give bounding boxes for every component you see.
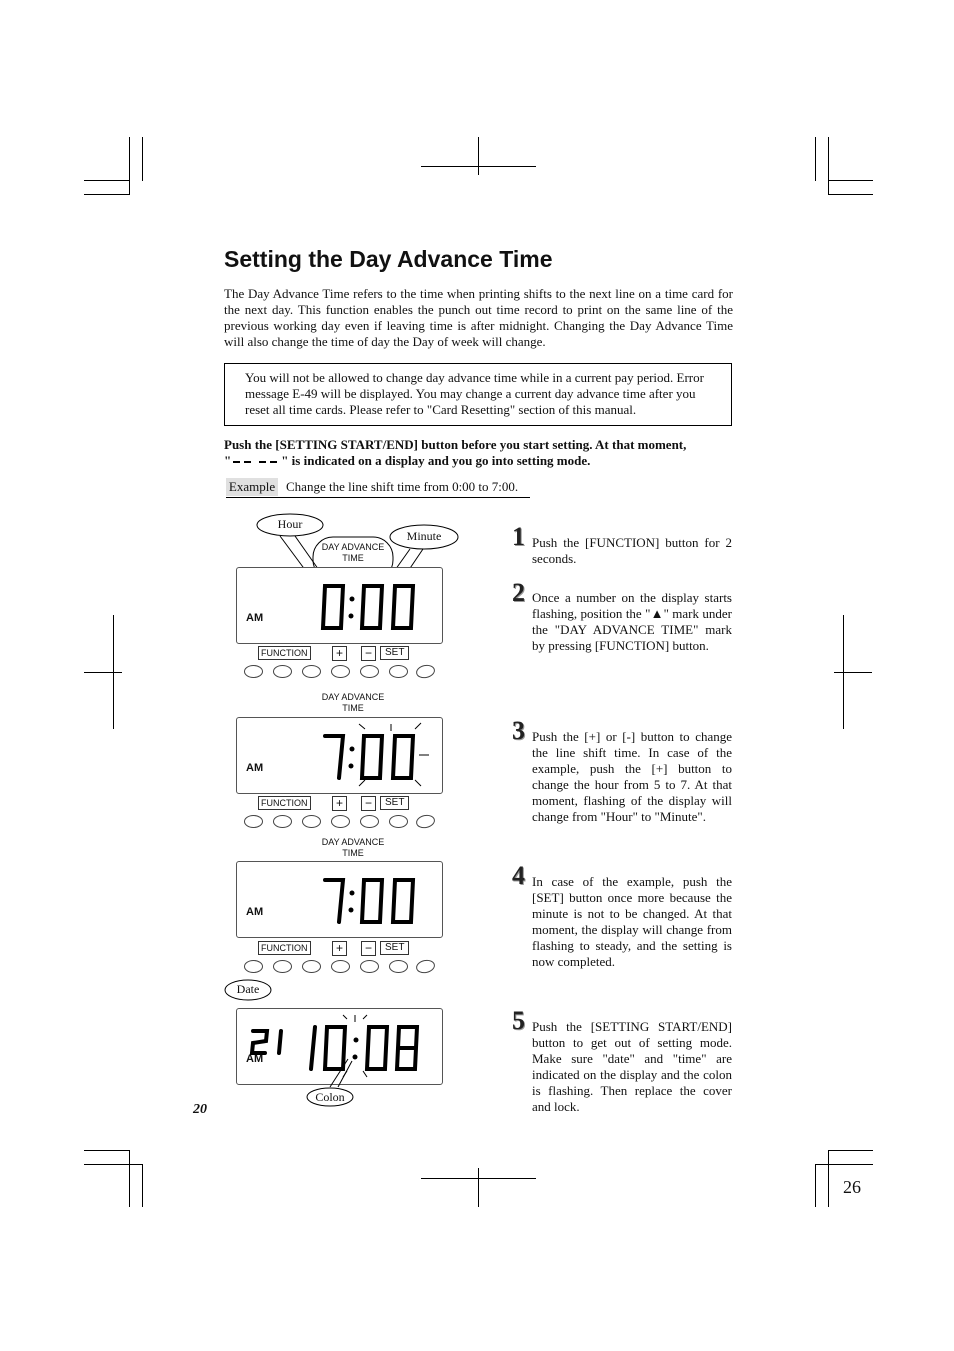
intro-paragraph: The Day Advance Time refers to the time when printing shifts to the next line on a time card for the next day. This function enables the punch out time record to print on the same line of the previous working day even if leaving time is after midnight. Changing the Day Advance Time will also change the time of day the Day of week will change. bbox=[224, 286, 733, 349]
key-oval[interactable] bbox=[389, 665, 408, 678]
step-text-3: Push the [+] or [-] button to change the line shift time. In case of the example, push the [+] button to change the hour from 5 to 7. At that moment, flashing of the display will change from "Hour" to "Minute". bbox=[532, 729, 732, 824]
key-oval[interactable] bbox=[331, 815, 350, 828]
am-indicator: AM bbox=[246, 612, 264, 624]
step-number-2: 2 bbox=[512, 578, 525, 607]
function-button[interactable]: FUNCTION bbox=[258, 646, 311, 660]
day-advance-label-1 bbox=[313, 542, 393, 564]
lcd-display-2 bbox=[236, 717, 443, 794]
step-number-3: 3 bbox=[512, 716, 525, 745]
page-number-right: 26 bbox=[843, 1177, 861, 1197]
example-text: Change the line shift time from 0:00 to 7:00. bbox=[286, 479, 519, 494]
callout-colon: Colon bbox=[315, 1090, 345, 1104]
day-advance-label-3 bbox=[313, 837, 393, 859]
lcd-digits-7-00-flashing bbox=[319, 722, 439, 788]
day-advance-label-3-line2: TIME bbox=[342, 848, 364, 858]
instruction-line-2 bbox=[224, 453, 590, 469]
key-oval[interactable] bbox=[360, 815, 379, 828]
key-oval[interactable] bbox=[244, 960, 263, 973]
set-button[interactable]: SET bbox=[380, 796, 409, 810]
step-text-5: Push the [SETTING START/END] button to get out of setting mode. Make sure "date" and "time" are indicated on the display and the colon is flashing. Then replace the cover and lock. bbox=[532, 1019, 732, 1114]
note-box bbox=[224, 363, 732, 426]
dash-indicator-icon bbox=[231, 457, 281, 467]
step-number-1: 1 bbox=[512, 522, 525, 551]
callout-date: Date bbox=[236, 982, 260, 996]
function-button[interactable]: FUNCTION bbox=[258, 941, 311, 955]
step-number-4: 4 bbox=[512, 861, 525, 890]
key-oval[interactable] bbox=[273, 665, 292, 678]
key-oval[interactable] bbox=[273, 815, 292, 828]
lcd-digits-0-00 bbox=[319, 582, 429, 632]
am-indicator: AM bbox=[246, 906, 264, 918]
day-advance-label-1-line2: TIME bbox=[342, 553, 364, 563]
key-oval[interactable] bbox=[302, 665, 321, 678]
function-button[interactable]: FUNCTION bbox=[258, 796, 311, 810]
callout-hour: Hour bbox=[277, 517, 303, 531]
quote-open: " bbox=[224, 453, 232, 468]
key-oval[interactable] bbox=[331, 665, 350, 678]
page-title: Setting the Day Advance Time bbox=[224, 246, 553, 272]
key-oval[interactable] bbox=[415, 813, 436, 830]
lcd-digits-7-00 bbox=[319, 876, 429, 926]
key-oval[interactable] bbox=[360, 960, 379, 973]
day-advance-label-3-line1: DAY ADVANCE bbox=[321, 837, 385, 847]
plus-button[interactable]: + bbox=[332, 796, 347, 811]
set-button[interactable]: SET bbox=[380, 941, 409, 955]
key-oval[interactable] bbox=[415, 958, 436, 975]
step-text-2: Once a number on the display starts flashing, position the "▲" mark under the "DAY ADVANCE TIME" mark by pressing [FUNCTION] button. bbox=[532, 590, 732, 653]
button-row-2 bbox=[236, 794, 441, 834]
key-oval[interactable] bbox=[389, 960, 408, 973]
day-advance-label-1-line1: DAY ADVANCE bbox=[321, 542, 385, 552]
minus-button[interactable]: − bbox=[361, 796, 376, 811]
instruction-line-1: Push the [SETTING START/END] button before you start setting. At that moment, bbox=[224, 437, 687, 452]
day-advance-label-2 bbox=[313, 692, 393, 714]
key-oval[interactable] bbox=[302, 815, 321, 828]
set-button[interactable]: SET bbox=[380, 646, 409, 660]
page-number-left: 20 bbox=[193, 1102, 207, 1117]
example-underline bbox=[226, 497, 530, 498]
step-text-1: Push the [FUNCTION] button for 2 seconds. bbox=[532, 535, 732, 566]
plus-button[interactable]: + bbox=[332, 646, 347, 661]
step-text-4: In case of the example, push the [SET] button once more because the minute is not to be changed. At that moment, the display will change from flashing to steady, and the setting is now completed. bbox=[532, 874, 732, 969]
key-oval[interactable] bbox=[360, 665, 379, 678]
key-oval[interactable] bbox=[415, 663, 436, 680]
am-indicator: AM bbox=[246, 1053, 264, 1065]
callout-minute: Minute bbox=[406, 529, 442, 543]
key-oval[interactable] bbox=[331, 960, 350, 973]
note-text: You will not be allowed to change day advance time while in a current pay period. Error message E-49 will be displayed. You may change a current day advance time after you reset all time cards. Please refer to "Card Resetting" section of this manual. bbox=[245, 370, 704, 417]
button-row-3 bbox=[236, 939, 441, 979]
key-oval[interactable] bbox=[244, 665, 263, 678]
step-number-5: 5 bbox=[512, 1006, 525, 1035]
key-oval[interactable] bbox=[244, 815, 263, 828]
key-oval[interactable] bbox=[302, 960, 321, 973]
key-oval[interactable] bbox=[389, 815, 408, 828]
button-row-1 bbox=[236, 644, 441, 684]
instruction-tail: " is indicated on a display and you go into setting mode. bbox=[281, 453, 591, 468]
day-advance-label-2-line1: DAY ADVANCE bbox=[321, 692, 385, 702]
key-oval[interactable] bbox=[273, 960, 292, 973]
lcd-display-1 bbox=[236, 567, 443, 644]
lcd-display-3 bbox=[236, 861, 443, 938]
example-tag: Example bbox=[226, 478, 278, 496]
am-indicator: AM bbox=[246, 762, 264, 774]
day-advance-label-2-line2: TIME bbox=[342, 703, 364, 713]
minus-button[interactable]: − bbox=[361, 646, 376, 661]
plus-button[interactable]: + bbox=[332, 941, 347, 956]
minus-button[interactable]: − bbox=[361, 941, 376, 956]
